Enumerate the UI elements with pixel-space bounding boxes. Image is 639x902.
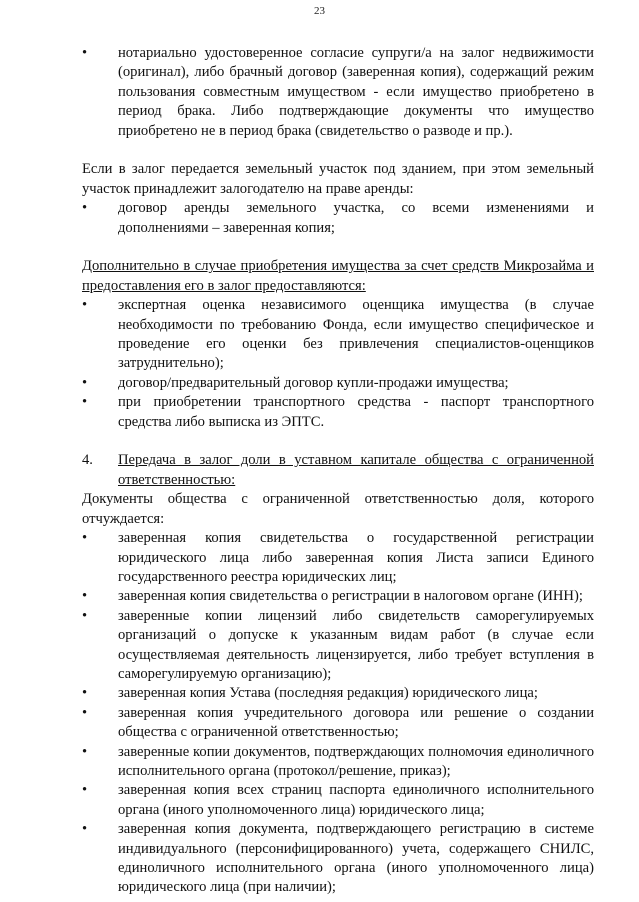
bullet-icon: •: [82, 743, 88, 760]
list-item-text: экспертная оценка независимого оценщика имущества (в случае необходимости по требованию Фонда, если имущество специфическое и проведение его оценки без привлечения специалистов-оценщиков затруднительно);: [118, 297, 594, 372]
list-item-text: нотариально удостоверенное согласие супруги/а на залог недвижимости (оригинал), либо брачный договор (заверенная копия), содержащий режим пользования совместным имуществом - если имущество приобретено в период брака. Либо подтверждающие документы что имущество приобретено не в период брака (свидетельство о разводе и пр.).: [118, 45, 594, 139]
bullet-icon: •: [82, 607, 88, 624]
list-item: [82, 781, 594, 820]
bullet-icon: •: [82, 374, 88, 391]
bullet-icon: •: [82, 821, 88, 838]
bullet-icon: •: [82, 685, 88, 702]
list-item: [82, 704, 594, 743]
section-heading-additional: Дополнительно в случае приобретения имущества за счет средств Микрозайма и предоставления его в залог предоставляются:: [82, 258, 594, 294]
list-item: [82, 587, 594, 606]
bullet-icon: •: [82, 394, 88, 411]
list-item-text: договор аренды земельного участка, со всеми изменениями и дополнениями – заверенная копия;: [118, 200, 594, 236]
spacer: [82, 432, 594, 451]
bullet-icon: •: [82, 530, 88, 547]
spacer: [82, 238, 594, 257]
list-item: [82, 199, 594, 238]
list-item: [82, 374, 594, 393]
list-item: [82, 820, 594, 898]
list-item-text: заверенная копия свидетельства о государственной регистрации юридического лица либо заверенная копия Листа записи Единого государственного реестра юридических лиц;: [118, 530, 594, 585]
bullet-icon: •: [82, 782, 88, 799]
spacer: [82, 141, 594, 160]
list-item: [82, 684, 594, 703]
list-item-text: заверенная копия Устава (последняя редакция) юридического лица;: [118, 685, 538, 702]
bullet-icon: •: [82, 297, 88, 314]
page-number: 23: [314, 5, 325, 17]
section-title: Передача в залог доли в уставном капитале общества с ограниченной ответственностью:: [118, 452, 594, 488]
bullet-icon: •: [82, 200, 88, 217]
list-item-text: заверенная копия свидетельства о регистрации в налоговом органе (ИНН);: [118, 588, 583, 605]
list-item-text: заверенная копия всех страниц паспорта единоличного исполнительного органа (иного уполномоченного лица) юридического лица;: [118, 782, 594, 818]
bullet-icon: •: [82, 45, 88, 61]
list-item: [82, 529, 594, 587]
list-item-text: договор/предварительный договор купли-продажи имущества;: [118, 374, 509, 391]
document-body: [82, 44, 594, 898]
list-item: [82, 393, 594, 432]
bullet-icon: •: [82, 588, 88, 605]
paragraph-section-4-intro: Документы общества с ограниченной ответственностью доля, которого отчуждается:: [82, 491, 594, 527]
list-item: [82, 607, 594, 685]
section-4-heading: [82, 451, 594, 490]
list-item-text: заверенная копия документа, подтверждающего регистрацию в системе индивидуального (персонифицированного) учета, содержащего СНИЛС, единоличного исполнительного органа (иного уполномоченного лица) юридического лица (при наличии);: [118, 821, 594, 896]
list-item-text: заверенные копии документов, подтверждающих полномочия единоличного исполнительного органа (протокол/решение, приказ);: [118, 743, 594, 779]
list-item: [82, 743, 594, 782]
paragraph-land-lease-intro: Если в залог передается земельный участок под зданием, при этом земельный участок принадлежит залогодателю на праве аренды:: [82, 161, 594, 197]
list-item-text: при приобретении транспортного средства - паспорт транспортного средства либо выписка из ЭПТС.: [118, 394, 594, 430]
bullet-icon: •: [82, 704, 88, 721]
section-number: 4.: [82, 452, 93, 469]
list-item-text: заверенные копии лицензий либо свидетельств саморегулируемых организаций о допуске к указанным видам работ (в случае если осуществляемая деятельность лицензируется, либо требует вступления в саморегулируемую организацию);: [118, 607, 594, 682]
list-item: [82, 296, 594, 374]
list-item: [82, 44, 594, 141]
list-item-text: заверенная копия учредительного договора или решение о создании общества с ограниченной ответственностью;: [118, 704, 594, 741]
